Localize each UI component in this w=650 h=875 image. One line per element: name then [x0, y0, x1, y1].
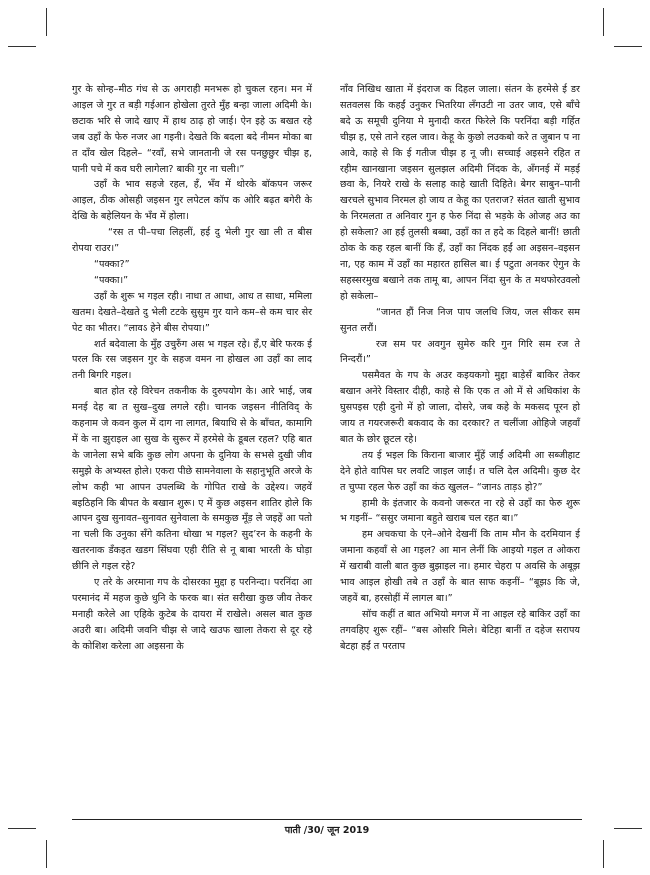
paragraph: हामी के इंतजार के कवनो जरूरत ना रहे से उहाँ का फेरु शुरू भ गइनीं– “ससुर जमाना बहुते खराब चल रहत बा।” — [340, 497, 580, 525]
paragraph: ए तरे के अरमाना गप के दोसरका मुद्दा ह परनिन्दा। परनिंदा आ परमानंद में महज कुछे धुनि के फरक बा। संत सरीखा कुछ जीव तेकर मनाही करेले आ एहिके कुटेब के दायरा में राखेले। असल बात कुछ अउरी बा। अदिमी जवनि चीझ से जादे खउफ खाला तेकरा से दूर रहे के कोशिश करेला आ अइसना के — [72, 577, 312, 652]
crop-mark-tr-h — [614, 46, 642, 47]
paragraph: बात होत रहे विरेचन तकनीक के दुरुपयोग के। आरे भाई, जब मनई देह बा त सुख–दुख लगले रही। चानक जइसन नीतिविद् के कहनाम जे कवन कुल में दाग ना लागत, बियाधि से के बाँचत, कामागि में के ना झुराइल आ सुख के सुरूर में हरमेसे के डूबल रहल? एहि बात के जानेला सभे बकि कुछ लोग अपना के दुनिया के सभसे दुखी जीव समुझे के अभ्यस्त होले। एकरा पीछे सामनेवाला के सहानुभूति अरजे के लोभ कही भा आपन उपलब्धि के गोपित राखे के उद्देश्य। जहवें बइठिहनि कि बीपत के बखान शुरू। ए में कुछ अइसन शातिर होले कि आपन दुख सुनावत–सुनावत सुनेवाला के समकुछ मूँड़ ले जइहें आ पतो ना चली कि उनुका सँगे कतिना धोखा भ गइल? सुद’रन के कहनी के खतरनाक डँकइत खडग सिंघवा एही रीति से नू बाबा भारती के घोड़ा छीनि ले गइल रहे? — [72, 386, 312, 573]
paragraph: तय ई भइल कि किराना बाजार मुँहें जाईं अदिमी आ सब्जीहाट देने होते वापिस घर लवटि जाइल जाईं। त चलि देल अदिमी। कुछ देर त चुप्पा रहल फेरु उहाँ का कंठ खुलल– “जानऽ ताड़ऽ हो?” — [340, 449, 580, 493]
footer-rule — [72, 819, 582, 820]
paragraph: शर्त बदेवाला के मुँह उचुरुँग अस भ गइल रहे। हँ,ए बेरि फरक ई परल कि रस जइसन गुर के सहज वमन ना होखल आ उहाँ का लाद तनी बिगरि गइल। — [72, 338, 312, 382]
paragraph: पसमैवत के गप के अउर कइयकगो मुद्दा बाड़ेसँ बाकिर तेकर बखान अनेरे विस्तार दीही, काहे से कि एक त ओ में से अधिकांश के घुसपइस एही दुनो में हो जाला, दोसरे, जब कहे के मकसद पूरन हो जाय त गयरजरूरी बकवाद के का दरकार? त चलींजा ओहिजे जहवाँ बात के छोर छूटल रहे। — [340, 370, 580, 445]
crop-mark-tl-h — [8, 46, 36, 47]
crop-mark-tr-v — [603, 8, 604, 36]
paragraph: नाँव निखिध खाता में इंदराज क दिहल जाला। संतन के हरमेसे ई डर सतवलस कि कहईं उनुकर भितरिया लँगउटी ना उतर जाव, एसे बाँचे बदे ऊ समूची दुनिया मे मुनादी करत फिरेले कि परनिंदा बड़ी गर्हित चीझ ह, एसे ताने रहल जाव। केहू के कुछो लउकबो करे त जुबान प ना आवे, काहे से कि ई गतीज चीझ ह नू जी। सच्चाई अइसने रहित त रहीम खानखाना जइसन सुलझल अदिमी निंदक के, अँगनई में मड़ई छवा के, नियरे राखे के सलाह काहे खाती दिहिते। बेगर साबुन–पानी खरचले सुभाव निरमल हो जाय त केहू का एतराज? संतत खाती सुभाव के निरमलता त अनिवार गुन ह फेरु निंदा से भड़के के ओजह अउ का हो सकेला? आ हई तुलसी बब्बा, उहाँ का त हदे क दिहले बानीं! छाती ठोक के कह रहल बानीं कि हँ, उहाँ का निंदक हईं आ अइसन–वइसन ना, एह काम में उहाँ का महारत हासिल बा। ई पटुता अनकर ऐगुन के सहस्सरमुख बखाने तक तामू बा, आपन निंदा सुन के त मथफोरउवलो हो सकेला– — [340, 84, 580, 302]
dialogue-line: “पक्का।” — [94, 274, 129, 286]
crop-mark-br-h — [614, 828, 642, 829]
dialogue-line: “रस त पी–पचा लिहलीं, हई दु भेली गुर खा ली त बीस रोपया राउर।” — [72, 227, 312, 255]
crop-mark-br-v — [603, 840, 604, 868]
crop-mark-tl-v — [46, 8, 47, 36]
left-column — [72, 82, 312, 655]
magazine-page — [72, 82, 582, 836]
verse-line: “जानत हौं निज निज पाप जलधि जिय, जल सीकर सम सुनत लरौं। — [340, 306, 580, 334]
crop-mark-bl-h — [8, 828, 36, 829]
crop-mark-bl-v — [46, 840, 47, 868]
paragraph: हम अचकचा के एने–ओने देखनीं कि ताम मौन के दरमियान ई जमाना कहवाँ से आ गइल? आ मान लेनीं कि आइयो गइल त ओकरा में खराबी वाली बात कुछ बुझाइल ना। हमार चेहरा प अवसि के अबूझ भाव आइल होखी तबे त उहाँ के बात साफ कइनीं– “बूझऽ कि जे, जहवें बा, हरसोहीं में लागल बा।” — [340, 529, 580, 604]
right-column — [340, 82, 580, 655]
verse-line: रज सम पर अवगुन सुमेरु करि गुन गिरि सम रज ते निन्दरौं।” — [340, 338, 580, 366]
dialogue-line: “पक्का?” — [94, 258, 130, 270]
paragraph: सॉच कहीं त बात अभियो मगज में ना आइल रहे बाकिर उहाँ का तगवहिए शुरू रहीं– “बस ओसरि मिले। बेटिहा बानीं त दहेज सरापय बेटहा हईं त परताप — [340, 608, 580, 652]
paragraph: गुर के सोन्ह–मीठ गंध से ऊ अगराही मनभरू हो चुकल रहन। मन में आइल जे गुर त बड़ी गईआन होखेला तुरते मुँह बन्हा जाला अदिमी के। छटाक भरि से जादे खाए में हाथ ठाढ़ हो जाई। ऐन इहे ऊ बखत रहे जब उहाँ के फेरु नजर आ गइनी। देखते कि बदला बदे नीमन मोका बा त दाँव खेल दिहले– “रवाँ, सभे जानतानी जे रस पनछुछुर चीझ ह, पानी पचे में कव घरी लागेला? बाकी गुर ना चली।” — [72, 84, 312, 175]
paragraph: उहाँ के शुरू भ गइल रही। नाधा त आधा, आध त साधा, ममिला खतम। देखते–देखते दु भेली टटके सुसुम गुर याने कम–से कम चार सेर पेट का भीतर। “लावऽ हेने बीस रोपया।” — [72, 290, 312, 334]
page-footer: पाती /30/ जून 2019 — [284, 825, 370, 836]
paragraph: उहाँ के भाव सहजे रहल, हँ, भँव में थोरके बॉकपन जरूर आइल, ठीक ओसही जइसन गुर लपेटल कॉप क ओरि बढ़त बगेरी के देखि के बहेलियन के भँव में होला। — [72, 179, 312, 223]
